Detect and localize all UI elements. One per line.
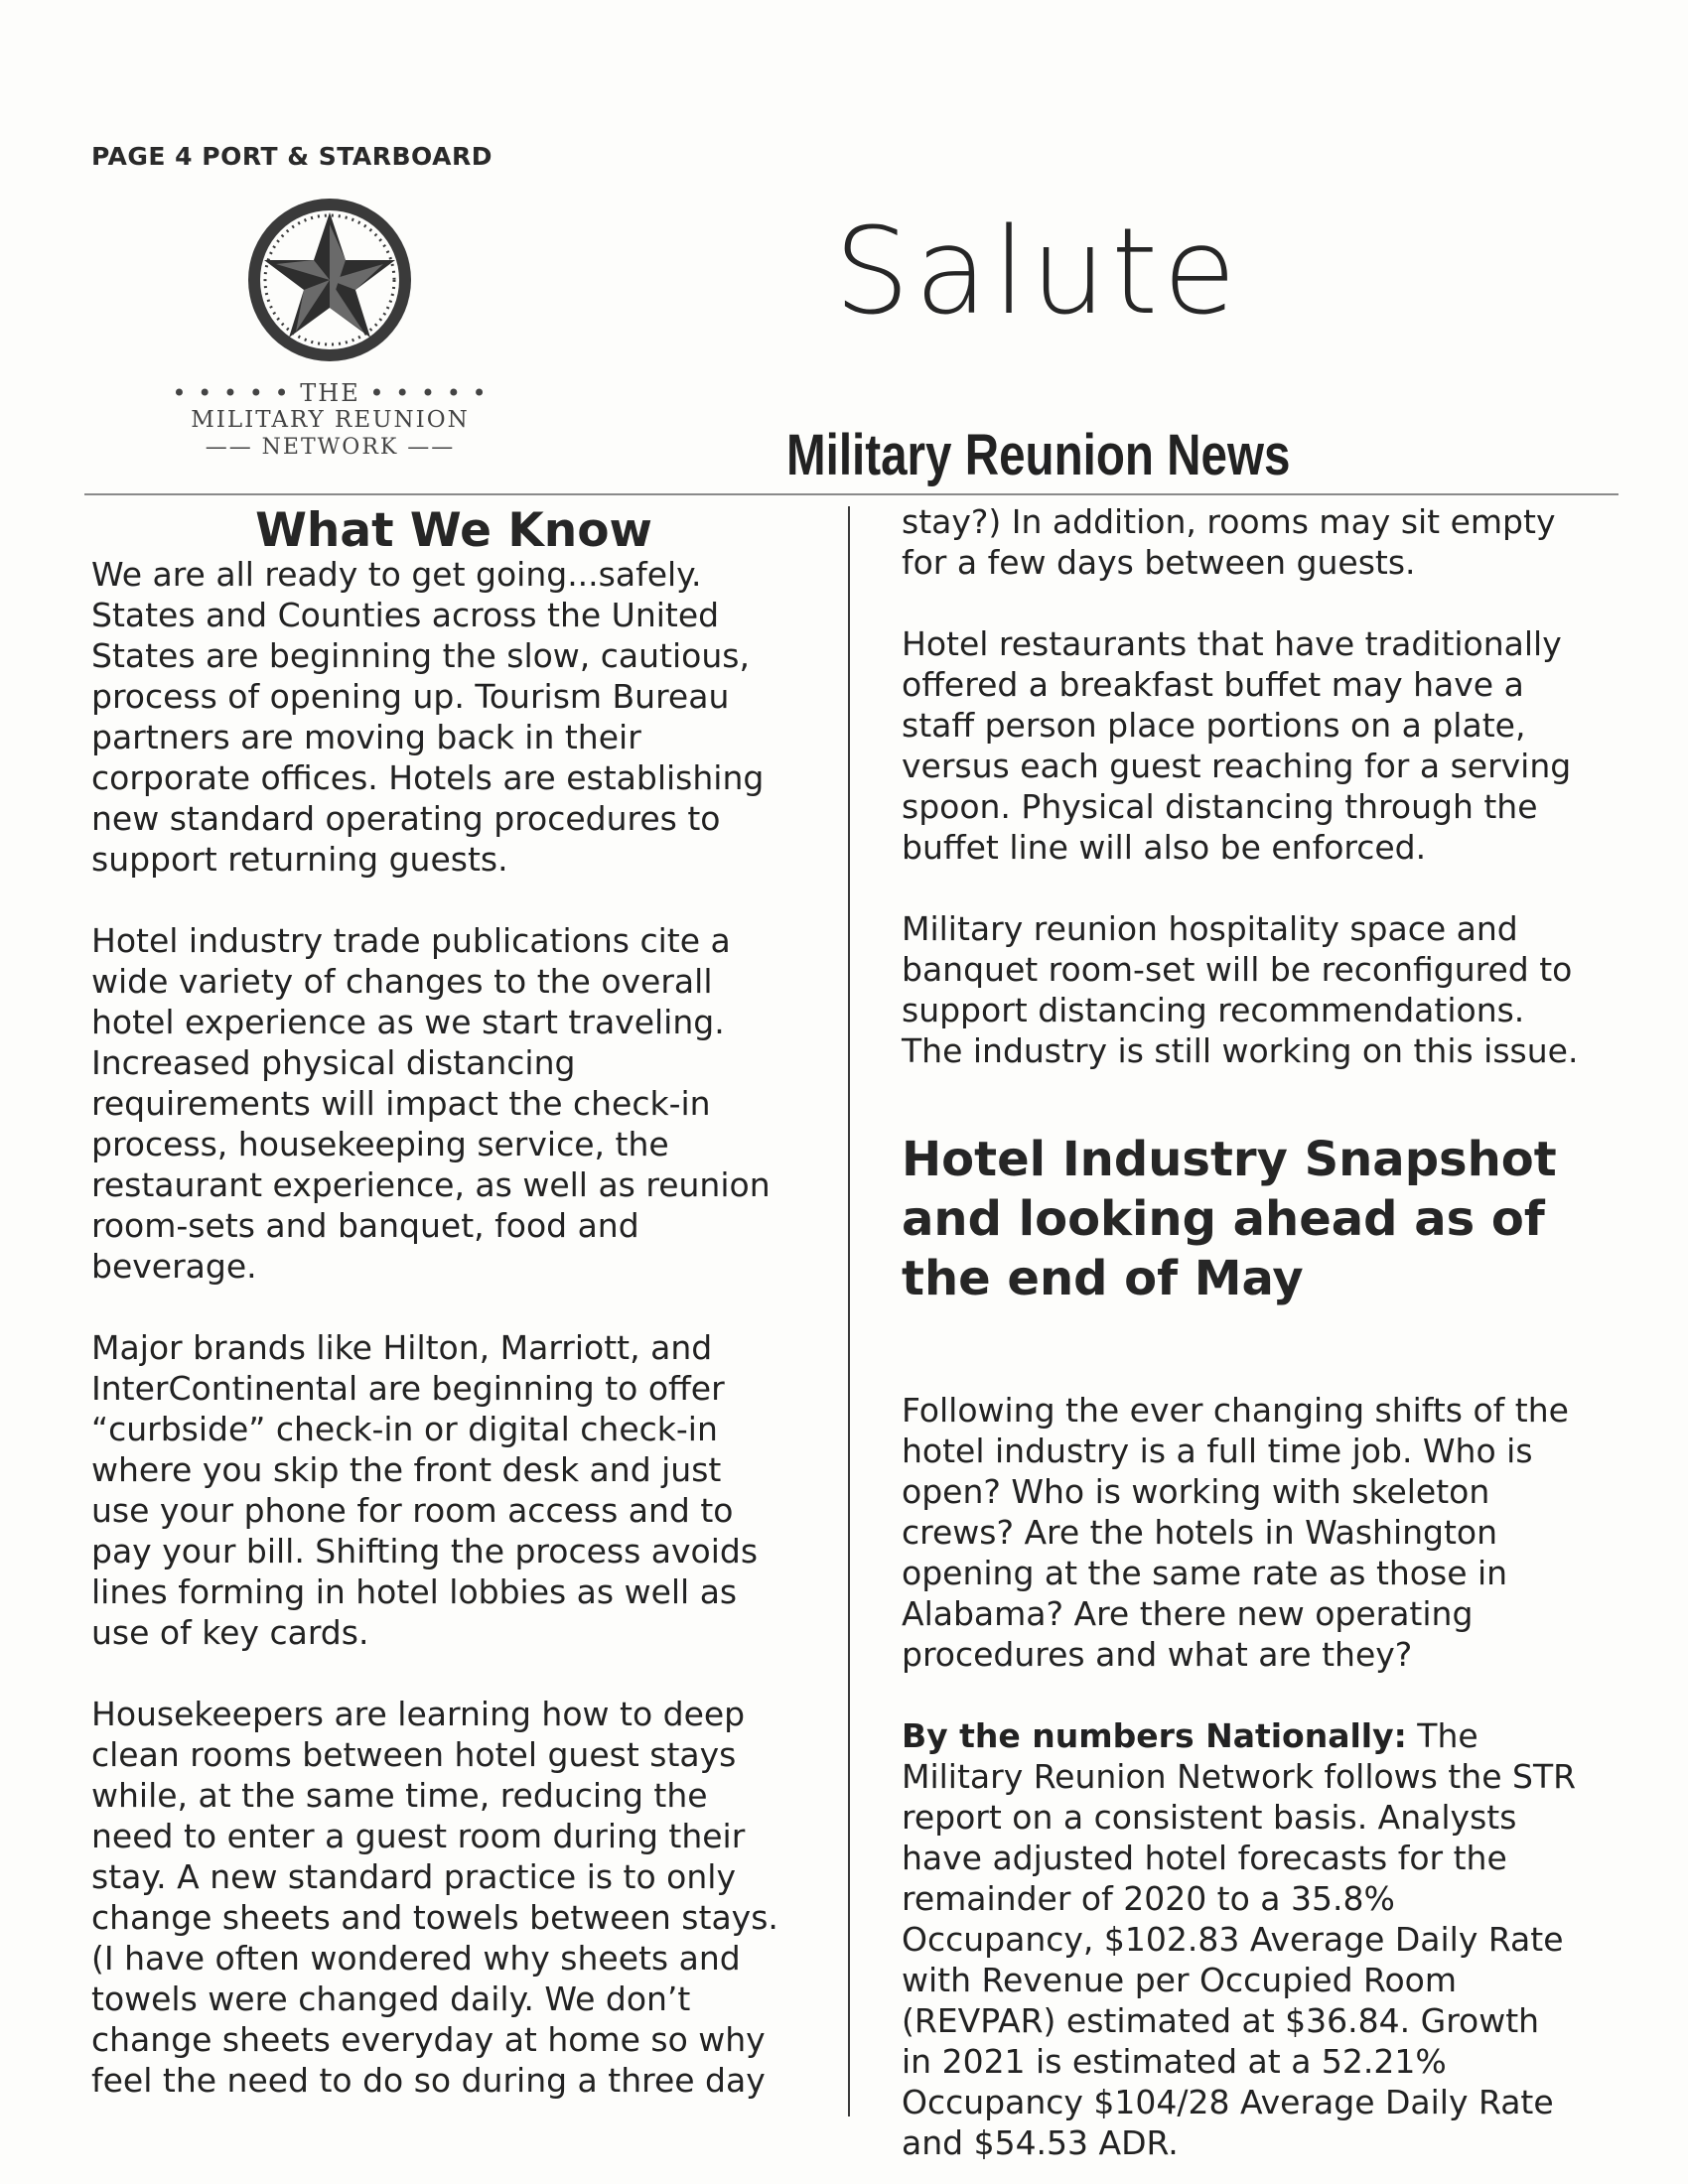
heading-line: and looking ahead as of xyxy=(902,1191,1545,1247)
body-paragraph xyxy=(902,908,1617,1071)
section-heading-what-we-know: What We Know xyxy=(255,503,652,558)
text-line: use your phone for room access and to xyxy=(91,1491,734,1530)
text-line: buffet line will also be enforced. xyxy=(902,828,1427,867)
text-line: pay your bill. Shifting the process avoids xyxy=(91,1532,759,1570)
masthead-subtitle: Military Reunion News xyxy=(786,423,1291,487)
text-line: corporate offices. Hotels are establishing xyxy=(91,758,765,797)
text-line: The xyxy=(1406,1716,1478,1755)
text-line: Hotel industry trade publications cite a xyxy=(91,921,731,960)
military-reunion-network-logo xyxy=(159,195,501,475)
text-line: Occupancy $104/28 Average Daily Rate xyxy=(902,2083,1554,2121)
text-line: Following the ever changing shifts of the xyxy=(902,1391,1569,1430)
paragraph-gap xyxy=(902,1071,1617,1112)
column-divider xyxy=(848,506,850,2116)
text-line: while, at the same time, reducing the xyxy=(91,1776,708,1815)
text-line: process, housekeeping service, the xyxy=(91,1125,669,1163)
text-line: feel the need to do so during a three day xyxy=(91,2061,766,2100)
text-line: procedures and what are they? xyxy=(902,1635,1413,1674)
paragraph-gap xyxy=(91,1287,816,1327)
text-line: report on a consistent basis. Analysts xyxy=(902,1798,1517,1837)
text-line: open? Who is working with skeleton xyxy=(902,1472,1490,1511)
text-line: Occupancy, $102.83 Average Daily Rate xyxy=(902,1920,1564,1959)
by-the-numbers-lead: By the numbers Nationally: xyxy=(902,1716,1407,1755)
heading-line: Hotel Industry Snapshot xyxy=(902,1132,1557,1187)
text-line: clean rooms between hotel guest stays xyxy=(91,1735,737,1774)
body-paragraph xyxy=(91,1327,816,1653)
text-line: InterContinental are beginning to offer xyxy=(91,1369,725,1408)
text-line: spoon. Physical distancing through the xyxy=(902,787,1538,826)
text-line: Major brands like Hilton, Marriott, and xyxy=(91,1328,713,1367)
text-line: have adjusted hotel forecasts for the xyxy=(902,1839,1507,1877)
text-line: for a few days between guests. xyxy=(902,543,1416,582)
paragraph-gap xyxy=(902,583,1617,623)
text-line: stay. A new standard practice is to only xyxy=(91,1857,736,1896)
page-header: PAGE 4 PORT & STARBOARD xyxy=(91,142,492,171)
text-line: change sheets and towels between stays. xyxy=(91,1898,778,1937)
text-line: process of opening up. Tourism Bureau xyxy=(91,677,730,716)
text-line: Alabama? Are there new operating xyxy=(902,1594,1474,1633)
text-line: new standard operating procedures to xyxy=(91,799,721,838)
text-line: We are all ready to get going...safely. xyxy=(91,555,702,594)
text-line: Housekeepers are learning how to deep xyxy=(91,1695,746,1733)
text-line: in 2021 is estimated at a 52.21% xyxy=(902,2042,1447,2081)
paragraph-gap xyxy=(902,1308,1617,1390)
text-line: offered a breakfast buffet may have a xyxy=(902,665,1524,704)
text-line: “curbside” check-in or digital check-in xyxy=(91,1410,718,1448)
text-line: restaurant experience, as well as reunion xyxy=(91,1165,771,1204)
text-line: wide variety of changes to the overall xyxy=(91,962,713,1001)
text-line: towels were changed daily. We don’t xyxy=(91,1979,691,2018)
text-line: The industry is still working on this issue. xyxy=(902,1031,1579,1070)
text-line: need to enter a guest room during their xyxy=(91,1817,746,1855)
body-paragraph xyxy=(91,920,816,1287)
body-paragraph xyxy=(91,554,816,880)
paragraph-gap xyxy=(902,1675,1617,1715)
text-line: with Revenue per Occupied Room xyxy=(902,1961,1458,1999)
text-line: (REVPAR) estimated at $36.84. Growth xyxy=(902,2001,1540,2040)
text-line: beverage. xyxy=(91,1247,257,1286)
text-line: support distancing recommendations. xyxy=(902,991,1525,1029)
text-line: Military Reunion Network follows the STR xyxy=(902,1757,1577,1796)
text-line: States and Counties across the United xyxy=(91,596,720,634)
text-line: Military reunion hospitality space and xyxy=(902,909,1518,948)
masthead-title: Salute xyxy=(834,204,1241,341)
body-paragraph xyxy=(91,1694,816,2101)
logo-text-military-reunion: MILITARY REUNION xyxy=(191,407,470,433)
text-line: and $54.53 ADR. xyxy=(902,2123,1179,2162)
text-line: Increased physical distancing xyxy=(91,1043,576,1082)
left-column xyxy=(91,554,816,2101)
text-line: hotel experience as we start traveling. xyxy=(91,1003,725,1041)
paragraph-gap xyxy=(902,868,1617,908)
text-line: room-sets and banquet, food and xyxy=(91,1206,639,1245)
text-line: crews? Are the hotels in Washington xyxy=(902,1513,1498,1552)
text-line: requirements will impact the check-in xyxy=(91,1084,711,1123)
text-line: change sheets everyday at home so why xyxy=(91,2020,766,2059)
text-line: staff person place portions on a plate, xyxy=(902,706,1526,745)
heading-line: the end of May xyxy=(902,1251,1304,1306)
text-line: lines forming in hotel lobbies as well as xyxy=(91,1572,738,1611)
text-line: Hotel restaurants that have traditionally xyxy=(902,624,1562,663)
body-paragraph xyxy=(902,1390,1617,1675)
text-line: opening at the same rate as those in xyxy=(902,1554,1508,1592)
body-paragraph xyxy=(902,623,1617,868)
section-heading-hotel-industry-snapshot xyxy=(902,1130,1617,1308)
text-line: hotel industry is a full time job. Who is xyxy=(902,1432,1533,1470)
text-line: stay?) In addition, rooms may sit empty xyxy=(902,502,1556,541)
star-emblem-icon xyxy=(244,195,415,365)
logo-text-the: • • • • • THE • • • • • xyxy=(172,379,489,407)
text-line: use of key cards. xyxy=(91,1613,369,1652)
text-line: versus each guest reaching for a serving xyxy=(902,747,1572,785)
paragraph-gap xyxy=(91,1653,816,1694)
text-line: partners are moving back in their xyxy=(91,718,641,756)
by-the-numbers-paragraph xyxy=(902,1715,1617,2163)
text-line: where you skip the front desk and just xyxy=(91,1450,722,1489)
header-rule xyxy=(84,493,1618,495)
paragraph-gap xyxy=(91,880,816,920)
text-line: remainder of 2020 to a 35.8% xyxy=(902,1879,1395,1918)
text-line: support returning guests. xyxy=(91,840,508,879)
text-line: banquet room-set will be reconfigured to xyxy=(902,950,1573,989)
text-line: States are beginning the slow, cautious, xyxy=(91,636,750,675)
text-line: (I have often wondered why sheets and xyxy=(91,1939,741,1978)
logo-text-network: —— NETWORK —— xyxy=(205,435,456,460)
right-column xyxy=(902,501,1617,2163)
body-paragraph xyxy=(902,501,1617,583)
